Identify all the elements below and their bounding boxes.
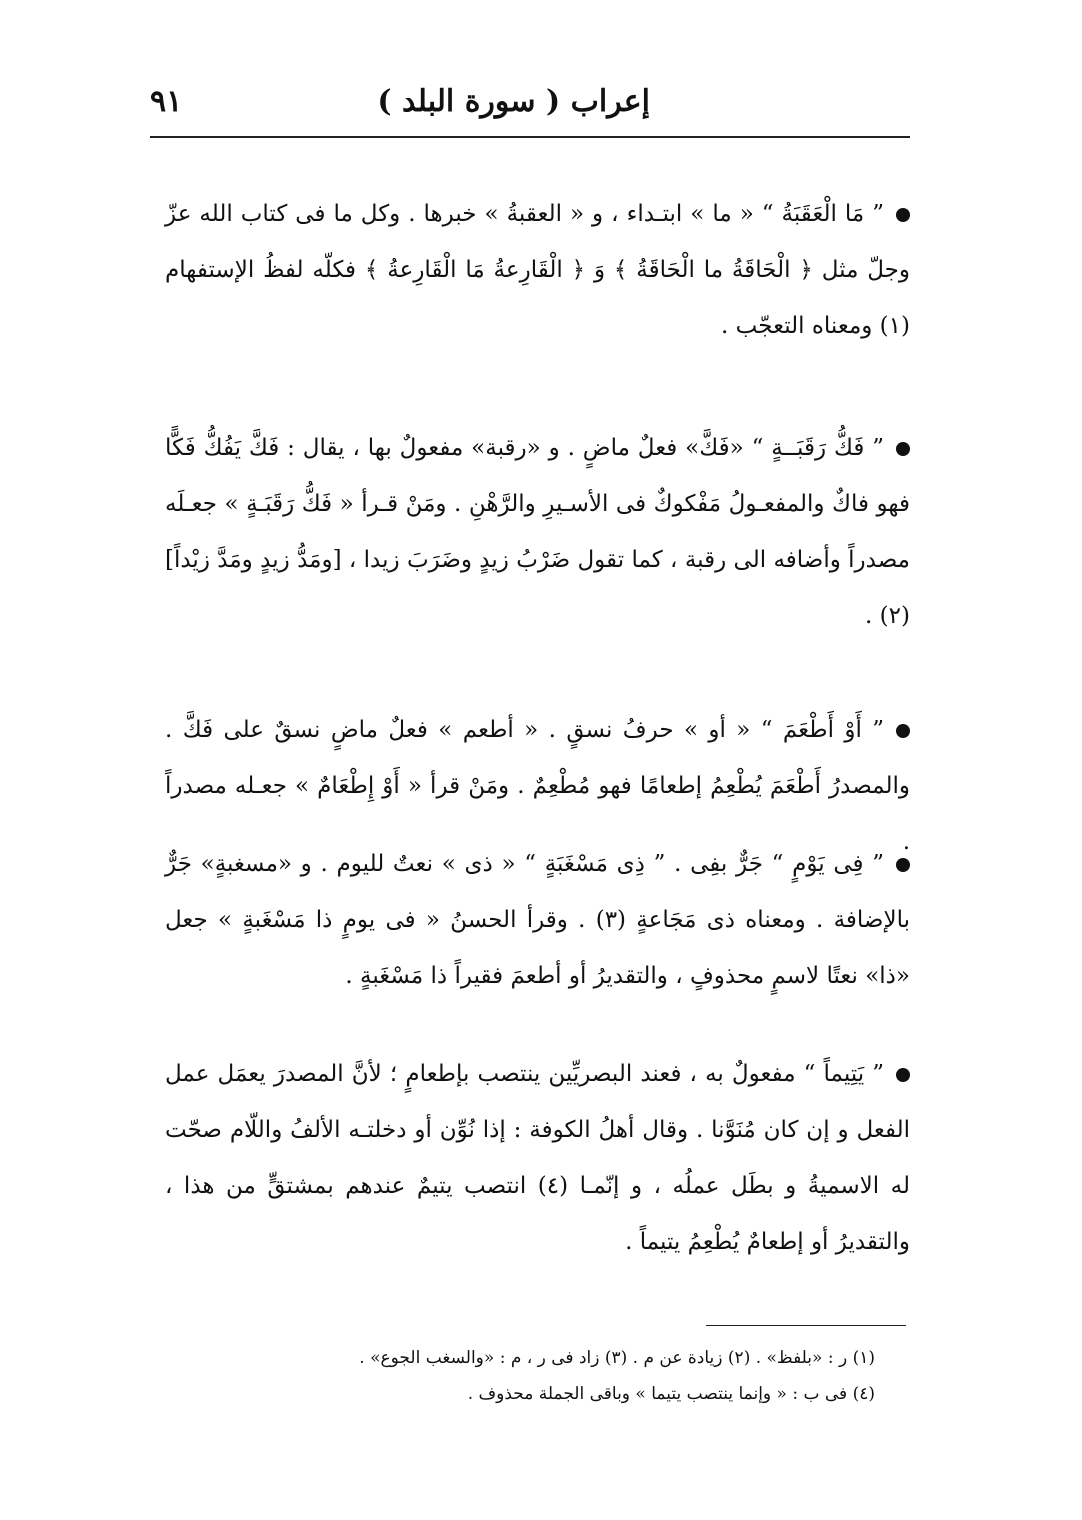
paragraph-text: ” فَكُّ رَقَبَــةٍ “ «فَكَّ» فعلٌ ماضٍ . و «رقبة» مفعولٌ بها ، يقال : فَكَّ يَفُكُّ فَكًّا فهو فاكٌ والمفعـولُ مَفْكوكٌ فى الأسـيرِ والرَّهْنِ . ومَنْ قـرأ « فَكُّ رَقَبَـةٍ » جعـلَه مصدراً وأضافه الى رقبة ، كما تقول ضَرْبُ زيدٍ وضَرَبَ زيدا ، [ومَدُّ زيدٍ ومَدَّ زيْداً] (٢) . — [165, 435, 910, 629]
page-header — [150, 80, 910, 130]
running-title: إعراب ( سورة البلد ) — [377, 84, 650, 119]
paragraph-2 — [165, 420, 910, 644]
paragraph-text: ” يَتِيماً “ مفعولٌ به ، فعند البصريِّين ينتصب بإطعامٍ ؛ لأنَّ المصدرَ يعمَل عمل الفعل و إن كان مُنَوَّنا . وقال أهلُ الكوفة : إذا نُوِّن أو دخلتـه الألفُ واللّام صحّت له الاسميةُ و بطَل عملُه ، و إنّمـا (٤) انتصب يتيمٌ عندهم بمشتقٍّ من هذا ، والتقديرُ أو إطعامٌ يُطْعِمُ يتيماً . — [165, 1061, 910, 1255]
bullet-icon — [896, 724, 910, 738]
paragraph-4 — [165, 836, 910, 1004]
paragraph-text: ” أَوْ أَطْعَمَ “ « أو » حرفُ نسقٍ . « أطعم » فعلٌ ماضٍ نسقٌ على فَكَّ . والمصدرُ أَطْعَمَ يُطْعِمُ إطعامًا فهو مُطْعِمٌ . ومَنْ قرأ « أَوْ إِطْعَامٌ » جعـله مصدراً . — [165, 717, 910, 855]
bullet-icon — [896, 858, 910, 872]
bullet-icon — [896, 1068, 910, 1082]
footnotes — [165, 1340, 875, 1412]
paragraph-text: ” مَا الْعَقَبَةُ “ « ما » ابتـداء ، و « العقبةُ » خبرها . وكل ما فى كتاب الله عزّ وجلّ مثل ﴿ الْحَاقَةُ ما الْحَاقَةُ ﴾ وَ ﴿ الْقَارِعةُ مَا الْقَارِعةُ ﴾ فكلّه لفظُ الإستفهام (١) ومعناه التعجّب . — [165, 201, 910, 339]
paragraph-1 — [165, 186, 910, 354]
paragraph-5 — [165, 1046, 910, 1270]
footnote-line: (٤) فى ب : « وإنما ينتصب يتيما » وباقى الجملة محذوف . — [467, 1384, 875, 1404]
bullet-icon — [896, 442, 910, 456]
footnote-rule — [706, 1325, 906, 1326]
header-rule — [150, 136, 910, 138]
bullet-icon — [896, 208, 910, 222]
paragraph-text: ” فِى يَوْمٍ “ جَرٌّ بفِى . ” ذِى مَسْغَبَةٍ “ « ذى » نعتٌ لليوم . و «مسغبةٍ» جَرٌّ بالإضافة . ومعناه ذى مَجَاعةٍ (٣) . وقرأ الحسنُ « فى يومٍ ذا مَسْغَبةٍ » جعل «ذا» نعتًا لاسمٍ محذوفٍ ، والتقديرُ أو أطعمَ فقيراً ذا مَسْغَبةٍ . — [165, 851, 910, 989]
page-number: ٩١ — [150, 84, 183, 119]
footnote-line: (١) ر : «بلفظ» . (٢) زيادة عن م . (٣) زاد فى ر ، م : «والسغب الجوع» . — [359, 1348, 875, 1368]
